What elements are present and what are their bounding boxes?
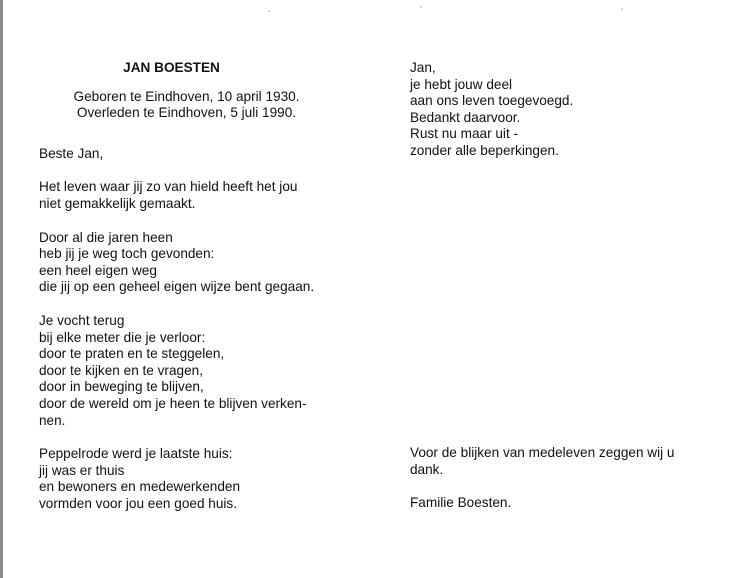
scan-speck [621, 8, 623, 10]
text-line: niet gemakkelijk gemaakt. [39, 195, 196, 211]
poem-stanza [410, 60, 720, 160]
text-line: Voor de blijken van medeleven zeggen wij u [410, 445, 675, 460]
paragraph-3 [39, 313, 359, 429]
poem-line: zonder alle beperkingen. [410, 142, 559, 158]
thanks-text [410, 445, 720, 478]
text-line: door de wereld om je heen te blijven verken- [39, 395, 307, 411]
text-line: Het leven waar jij zo van hield heeft het jou [39, 179, 298, 195]
text-line: jij was er thuis [39, 462, 125, 478]
paragraph-2 [39, 230, 359, 296]
poem-line: aan ons leven toegevoegd. [410, 93, 574, 109]
text-line: en bewoners en medewerkenden [39, 479, 241, 495]
deceased-name: JAN BOESTEN [123, 60, 220, 75]
salutation: Beste Jan, [39, 145, 104, 161]
text-line: door in beweging te blijven, [39, 379, 204, 395]
scan-edge [0, 0, 3, 578]
life-dates [39, 89, 334, 122]
paragraph-4 [39, 446, 359, 512]
death-line: Overleden te Eindhoven, 5 juli 1990. [76, 105, 297, 121]
poem-line: Rust nu maar uit - [410, 126, 519, 142]
text-line: door te kijken en te vragen, [39, 362, 203, 378]
family-signature: Familie Boesten. [410, 495, 512, 511]
left-column [39, 60, 359, 512]
text-line: die jij op een geheel eigen wijze bent gegaan. [39, 279, 315, 295]
text-line: vormden voor jou een goed huis. [39, 495, 237, 511]
poem-line: Bedankt daarvoor. [410, 109, 521, 125]
paragraph-1 [39, 179, 359, 212]
text-line: nen. [39, 412, 66, 428]
poem [410, 60, 720, 160]
scan-speck [268, 10, 270, 12]
text-line: Door al die jaren heen [39, 229, 173, 245]
poem-line: Jan, [410, 60, 436, 75]
thank-you-note [410, 445, 720, 512]
text-line: Je vocht terug [39, 312, 125, 328]
text-line: dank. [410, 461, 444, 477]
poem-line: je hebt jouw deel [410, 76, 513, 92]
text-line: heb jij je weg toch gevonden: [39, 246, 215, 262]
text-line: een heel eigen weg [39, 262, 157, 278]
text-line: bij elke meter die je verloor: [39, 329, 206, 345]
text-line: Peppelrode werd je laatste huis: [39, 446, 233, 462]
text-line: door te praten en te steggelen, [39, 346, 225, 362]
birth-line: Geboren te Eindhoven, 10 april 1930. [73, 88, 300, 104]
scan-speck [420, 6, 422, 8]
